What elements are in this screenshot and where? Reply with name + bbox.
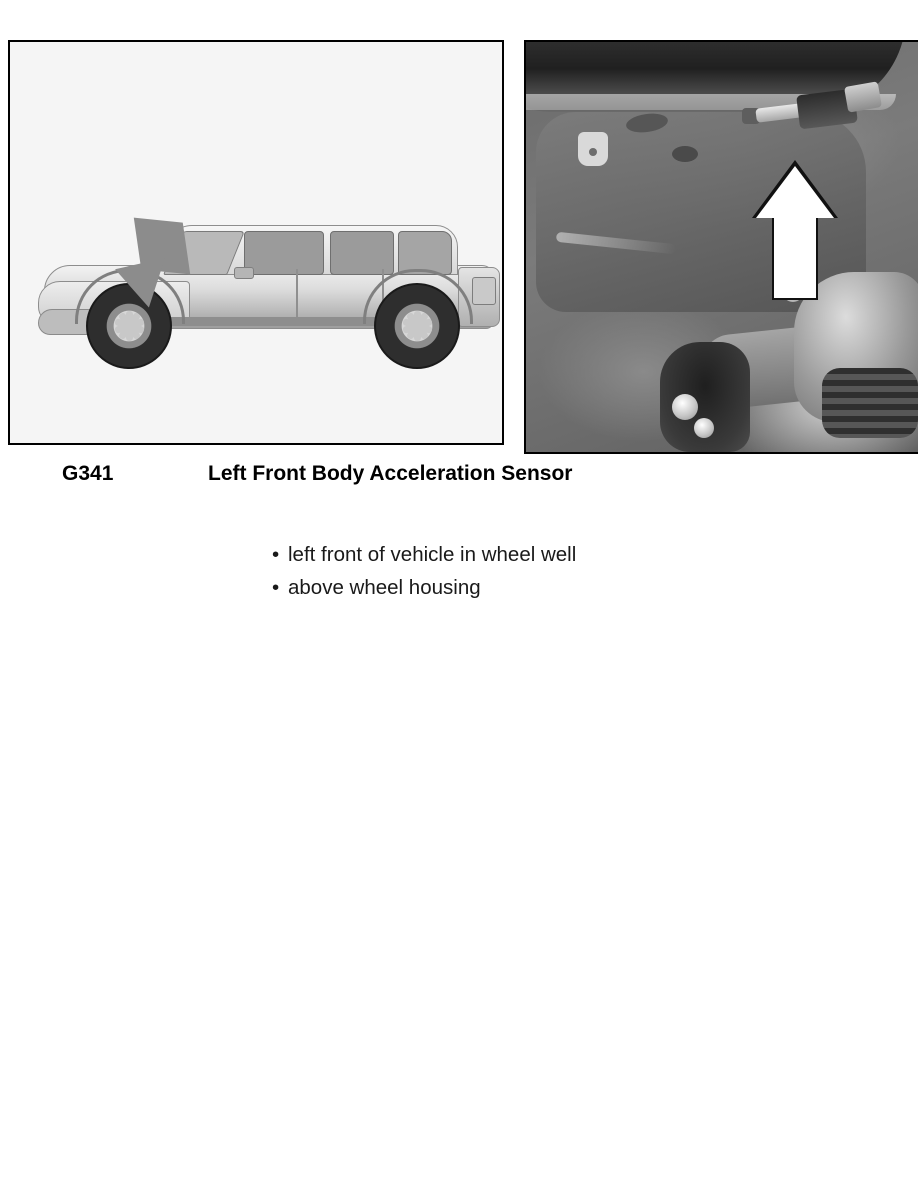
photo-bolt-1 — [672, 394, 698, 420]
list-item-label: above wheel housing — [288, 576, 481, 599]
vehicle-illustration — [10, 42, 502, 443]
vehicle-location-diagram — [8, 40, 504, 445]
list-item-label: left front of vehicle in wheel well — [288, 543, 577, 566]
photo-bolt-2 — [694, 418, 714, 438]
photo-bracket — [578, 132, 608, 166]
vehicle-mirror — [234, 267, 254, 279]
component-photo — [524, 40, 918, 454]
acceleration-sensor — [742, 92, 862, 136]
location-notes-list — [272, 538, 832, 604]
component-title: Left Front Body Acceleration Sensor — [208, 462, 573, 485]
wheel-housing-photo — [526, 42, 918, 454]
photo-strut-boot — [822, 368, 918, 438]
bullet-icon: • — [272, 576, 280, 599]
figure-caption — [0, 462, 918, 492]
list-item — [272, 571, 832, 604]
bullet-icon: • — [272, 543, 280, 566]
vehicle-wheel-rear — [374, 283, 460, 369]
list-item — [272, 538, 832, 571]
vehicle-window-front — [244, 231, 324, 275]
photo-opening-lower — [672, 146, 698, 162]
vehicle-side-view — [38, 217, 500, 327]
component-code: G341 — [62, 462, 114, 485]
callout-arrow-icon — [752, 160, 838, 300]
figure-row — [0, 40, 918, 454]
vehicle-taillight — [472, 277, 496, 305]
vehicle-window-rear — [330, 231, 394, 275]
